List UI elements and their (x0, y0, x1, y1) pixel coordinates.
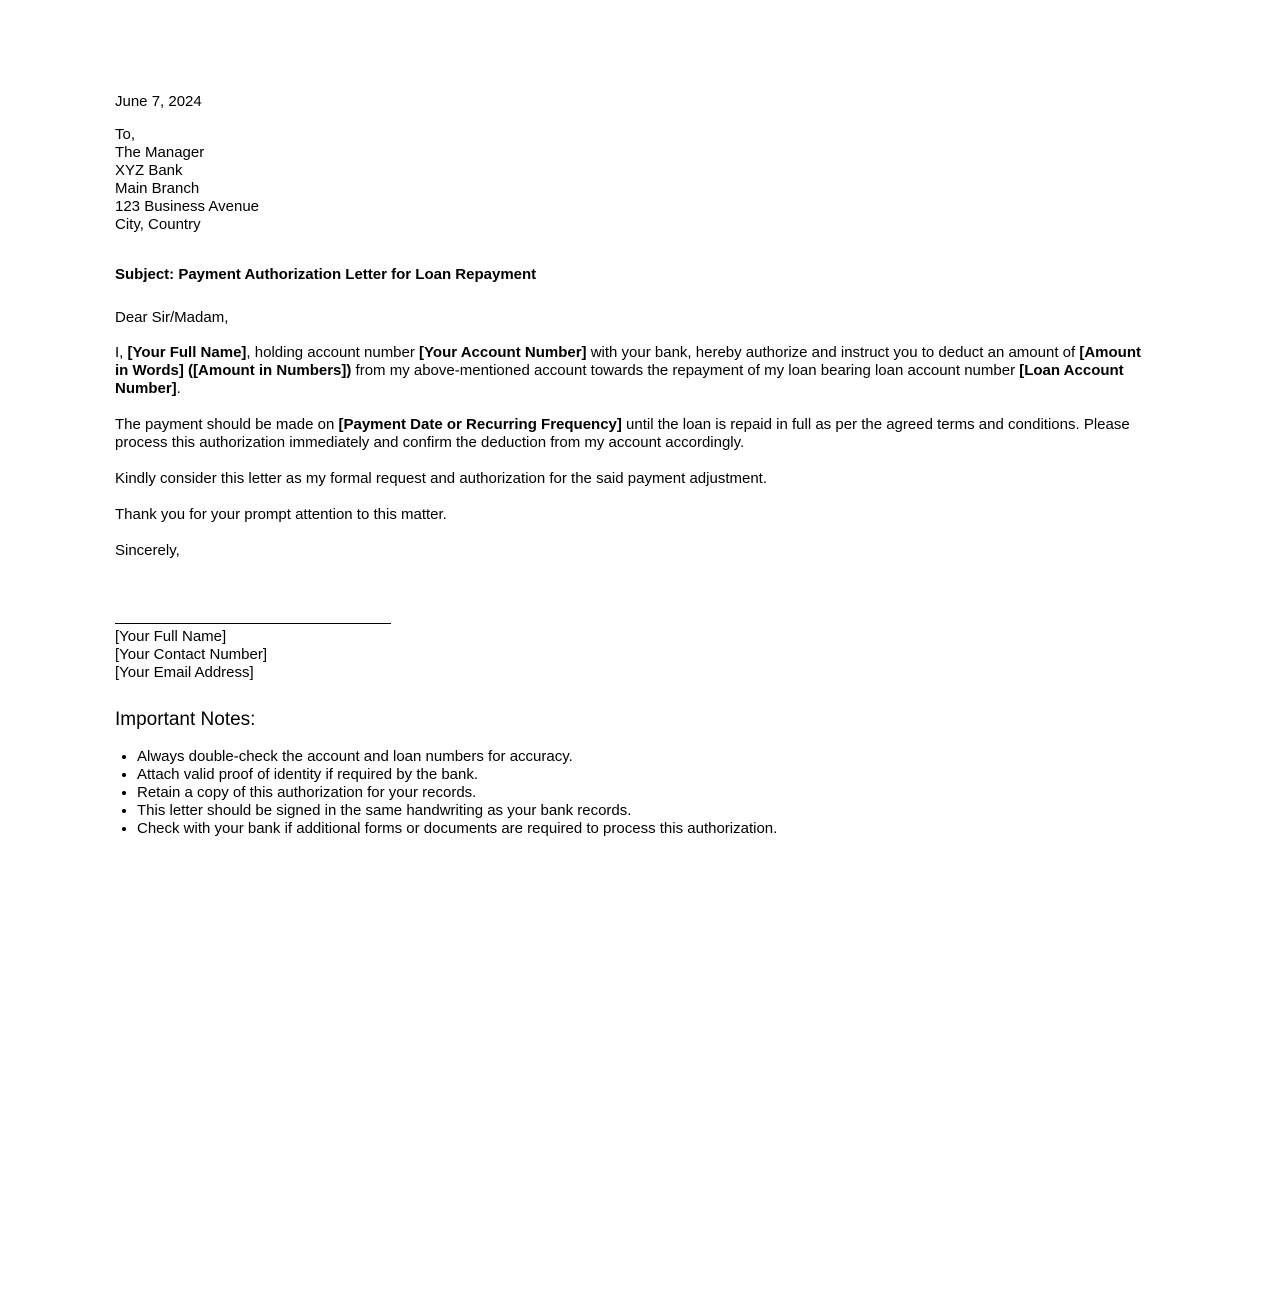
body-text: Kindly consider this letter as my formal request and authorization for the said payment adjustment. (115, 470, 767, 487)
subject-line: Subject: Payment Authorization Letter for Loan Repayment (115, 266, 537, 283)
body-text: Thank you for your prompt attention to this matter. (115, 506, 447, 523)
signature-contact-line: [Your Email Address] (115, 664, 254, 681)
letter-date: June 7, 2024 (115, 93, 202, 110)
recipient-address-line: 123 Business Avenue (115, 198, 260, 215)
body-text: with your bank, hereby authorize and instruct you to deduct an amount of (586, 344, 1080, 361)
note-item: • Check with your bank if additional forms or documents are required to process this authorization. (137, 820, 1155, 838)
body-text: from my above-mentioned account towards the repayment of my loan bearing loan account number (351, 362, 1020, 379)
body-text: The payment should be made on (115, 416, 339, 433)
body-paragraph-authorization (115, 344, 1155, 398)
recipient-address-line: Main Branch (115, 180, 200, 197)
recipient-address-block (115, 126, 1155, 234)
note-item: • This letter should be signed in the same handwriting as your bank records. (137, 802, 1155, 820)
body-paragraph-thanks (115, 506, 1155, 524)
placeholder-token: [Payment Date or Recurring Frequency] (338, 416, 622, 433)
placeholder-token: [Amount in Words] ([Amount in Numbers]) (115, 344, 1141, 379)
body-text: I, (115, 344, 128, 361)
note-item: • Retain a copy of this authorization for your records. (137, 784, 1155, 802)
signature-contact-lines (115, 628, 1155, 682)
note-item: • Always double-check the account and loan numbers for accuracy. (137, 748, 1155, 766)
recipient-address-line: XYZ Bank (115, 162, 183, 179)
signature-contact-line: [Your Contact Number] (115, 646, 268, 663)
signature-contact-line: [Your Full Name] (115, 628, 227, 645)
placeholder-token: [Loan Account Number] (115, 362, 1124, 397)
recipient-address-line: The Manager (115, 144, 205, 161)
body-text: , holding account number (246, 344, 420, 361)
body-paragraph-payment-schedule (115, 416, 1155, 452)
closing: Sincerely, (115, 542, 180, 559)
signature-line (115, 623, 391, 624)
notes-list (115, 748, 1155, 838)
salutation: Dear Sir/Madam, (115, 309, 229, 326)
body-paragraph-formal-request (115, 470, 1155, 488)
notes-heading: Important Notes: (115, 709, 256, 730)
placeholder-token: [Your Full Name] (127, 344, 247, 361)
signature-block (115, 623, 1155, 682)
note-item: • Attach valid proof of identity if required by the bank. (137, 766, 1155, 784)
body-text: . (176, 380, 181, 397)
recipient-address-line: City, Country (115, 216, 201, 233)
recipient-address-line: To, (115, 126, 136, 143)
body-text: until the loan is repaid in full as per the agreed terms and conditions. Please process this authorization immediately and confirm the deduction from my account accordingly. (115, 416, 1130, 451)
letter-content (115, 93, 1155, 838)
placeholder-token: [Your Account Number] (419, 344, 587, 361)
